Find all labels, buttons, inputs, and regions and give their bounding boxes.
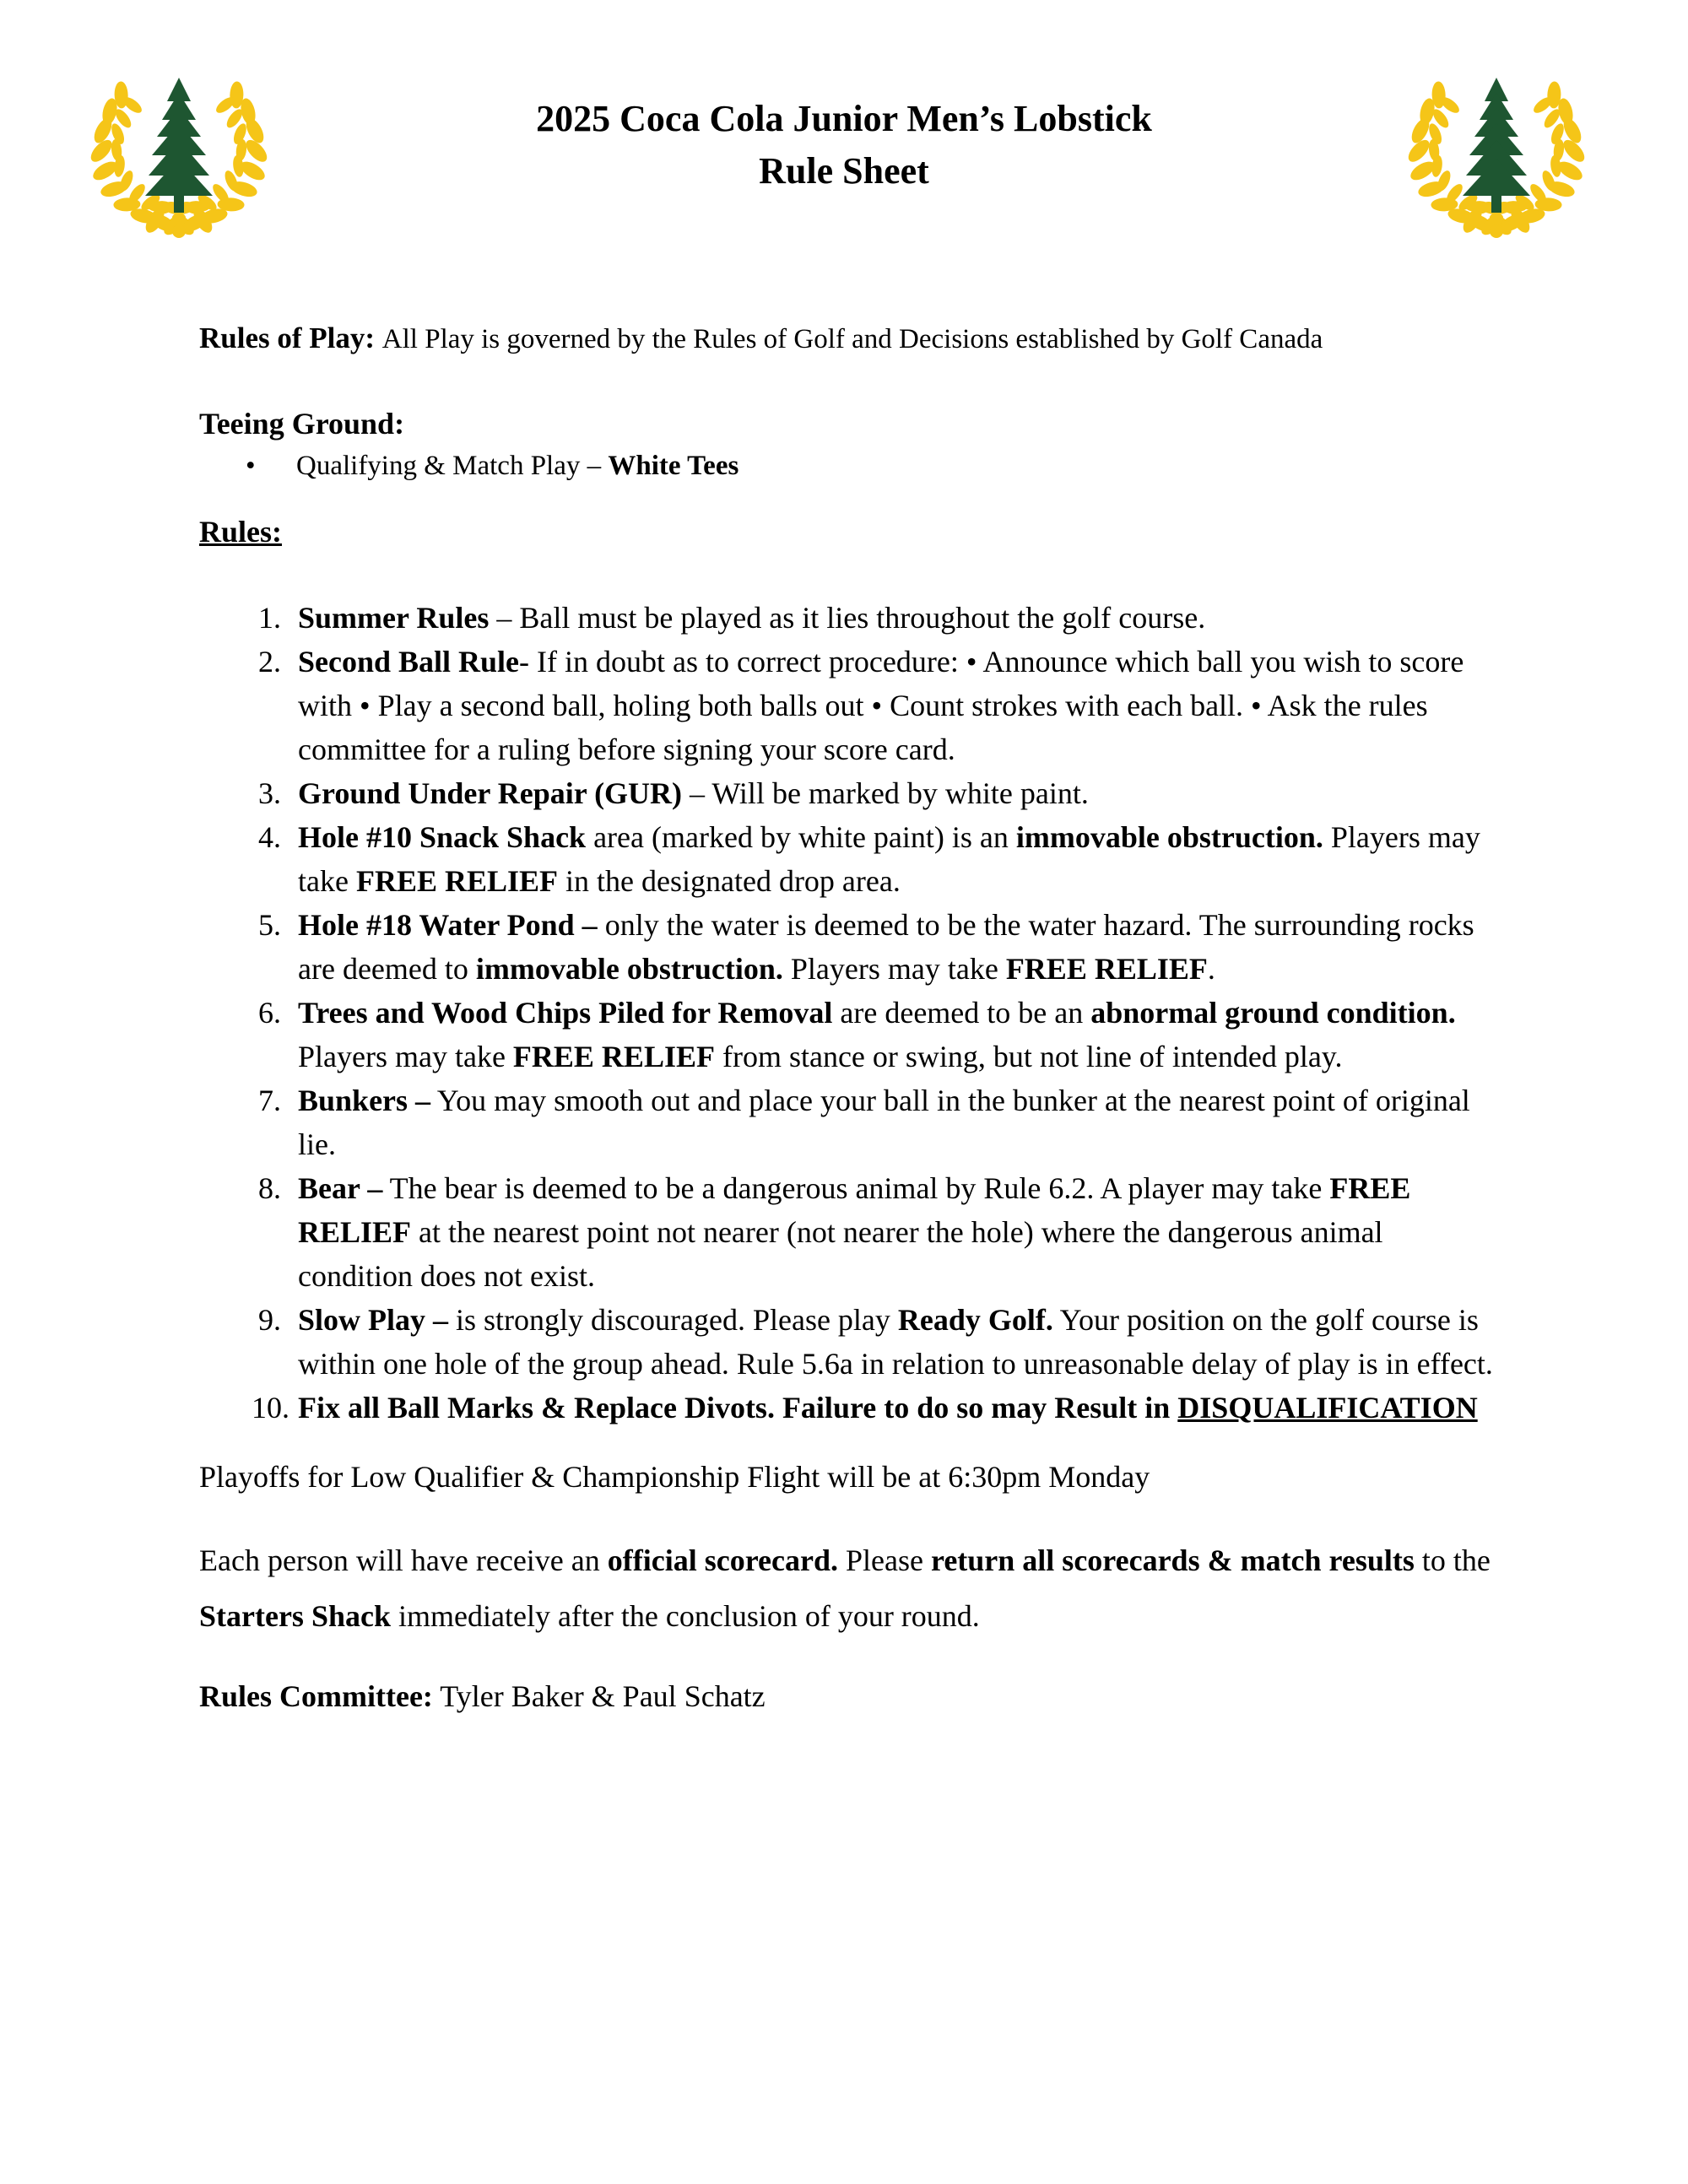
rule-number: 6. — [258, 996, 281, 1030]
rule-text — [298, 1166, 1499, 1298]
rule-number: 9. — [258, 1303, 281, 1337]
plain-text: – Will be marked by white paint. — [682, 776, 1089, 810]
plain-text: immediately after the conclusion of your round. — [391, 1599, 980, 1633]
bold-text: Bunkers – — [298, 1084, 431, 1117]
plain-text: only the water is deemed to be the water hazard. The surrounding rocks are deemed to — [298, 908, 1474, 986]
bold-text: Slow Play – — [298, 1303, 449, 1337]
bullet-text-bold: White Tees — [608, 451, 739, 481]
plain-text: Please — [838, 1543, 931, 1577]
rule-number: 7. — [258, 1084, 281, 1117]
bold-text: immovable obstruction. — [1015, 820, 1323, 854]
bold-text: abnormal ground condition. — [1090, 996, 1456, 1030]
bold-text: FREE RELIEF — [355, 864, 559, 898]
bold-text: Ground Under Repair (GUR) — [298, 776, 683, 810]
rule-number: 5. — [258, 908, 281, 942]
plain-text: . — [1207, 952, 1215, 986]
rules-committee-label: Rules Committee: — [199, 1679, 433, 1713]
bold-text: Starters Shack — [199, 1599, 391, 1633]
bold-text: Second Ball Rule — [298, 645, 520, 678]
title-line-1: 2025 Coca Cola Junior Men’s Lobstick — [536, 98, 1152, 139]
rules-of-play-label: Rules of Play: — [199, 322, 376, 354]
rule-item — [199, 596, 1499, 640]
rule-item — [199, 991, 1499, 1078]
rules-list — [199, 596, 1499, 1430]
plain-text: – Ball must be played as it lies throughout the golf course. — [489, 601, 1206, 635]
plain-text: - If in doubt as to correct procedure: • Announce which ball you wish to score with • Play a second ball, holing both balls out • Count strokes with each ball. • Ask the rules committee for a ruling before signing your score card. — [298, 645, 1464, 766]
rule-number: 2. — [258, 645, 281, 678]
rule-number: 4. — [258, 820, 281, 854]
rules-committee-names: Tyler Baker & Paul Schatz — [440, 1679, 766, 1713]
rule-text — [298, 1078, 1499, 1166]
plain-text: to the — [1414, 1543, 1491, 1577]
laurel-knot — [172, 224, 186, 238]
bold-text: immovable obstruction. — [475, 952, 783, 986]
plain-text: Players may take — [298, 1040, 513, 1073]
bold-text: Hole #18 Water Pond – — [298, 908, 598, 942]
plain-text: is strongly discouraged. Please play — [448, 1303, 898, 1337]
document-title — [0, 93, 1688, 197]
plain-text: are deemed to be an — [832, 996, 1091, 1030]
plain-text: Players may take — [298, 820, 1480, 898]
bold-underlined-text: DISQUALIFICATION — [1177, 1391, 1478, 1424]
document-body — [199, 316, 1499, 1718]
rules-heading: Rules: — [199, 515, 282, 549]
rule-item — [199, 1166, 1499, 1298]
rule-item — [199, 1078, 1499, 1166]
bullet-icon: • — [246, 451, 256, 481]
rule-number: 3. — [258, 776, 281, 810]
bold-text: Summer Rules — [298, 601, 490, 635]
plain-text: area (marked by white paint) is an — [586, 820, 1016, 854]
bold-text: FREE RELIEF — [512, 1040, 715, 1073]
rule-text — [298, 1386, 1499, 1430]
plain-text: Your position on the golf course is within one hole of the group ahead. Rule 5.6a in relation to unreasonable delay of play is in effect. — [298, 1303, 1493, 1381]
rules-committee — [199, 1674, 1499, 1718]
bold-text: Trees and Wood Chips Piled for Removal — [298, 996, 833, 1030]
plain-text: in the designated drop area. — [558, 864, 901, 898]
plain-text: The bear is deemed to be a dangerous animal by Rule 6.2. A player may take — [382, 1171, 1330, 1205]
rule-item — [199, 1386, 1499, 1430]
rule-item — [199, 903, 1499, 991]
rule-item — [199, 815, 1499, 903]
rule-number: 8. — [258, 1171, 281, 1205]
bold-text: return all scorecards & match results — [930, 1543, 1415, 1577]
teeing-ground-bullet — [199, 446, 1499, 486]
bold-text: FREE RELIEF — [1005, 952, 1208, 986]
rule-text — [298, 815, 1499, 903]
teeing-ground-label: Teeing Ground: — [199, 407, 405, 441]
laurel-knot — [1490, 224, 1503, 238]
bullet-text — [296, 446, 738, 486]
bold-text: Ready Golf. — [897, 1303, 1053, 1337]
bold-text: Hole #10 Snack Shack — [298, 820, 587, 854]
rule-text — [298, 771, 1499, 815]
bold-text: FREE RELIEF — [298, 1171, 1411, 1249]
plain-text: at the nearest point not nearer (not nearer the hole) where the dangerous animal condition does not exist. — [298, 1215, 1383, 1293]
bold-text: Bear – — [298, 1171, 383, 1205]
plain-text: Players may take — [782, 952, 1006, 986]
rule-number: 10. — [252, 1391, 289, 1424]
rule-text — [298, 903, 1499, 991]
bullet-text-plain: Qualifying & Match Play – — [296, 451, 602, 481]
title-line-2: Rule Sheet — [759, 150, 929, 192]
rules-of-play — [199, 316, 1499, 361]
rules-of-play-text: All Play is governed by the Rules of Golf and Decisions established by Golf Canada — [381, 324, 1323, 354]
rule-item — [199, 640, 1499, 771]
plain-text: Each person will have receive an — [199, 1543, 608, 1577]
rule-text — [298, 596, 1499, 640]
scorecard-note — [199, 1533, 1499, 1644]
plain-text: from stance or swing, but not line of intended play. — [714, 1040, 1343, 1073]
playoffs-note: Playoffs for Low Qualifier & Championship Flight will be at 6:30pm Monday — [199, 1460, 1150, 1494]
rule-text — [298, 640, 1499, 771]
bold-text: official scorecard. — [607, 1543, 839, 1577]
rule-number: 1. — [258, 601, 281, 635]
plain-text: You may smooth out and place your ball in the bunker at the nearest point of original lie. — [298, 1084, 1470, 1161]
rule-text — [298, 991, 1499, 1078]
rule-item — [199, 1298, 1499, 1386]
rule-text — [298, 1298, 1499, 1386]
rule-item — [199, 771, 1499, 815]
bold-text: Fix all Ball Marks & Replace Divots. Failure to do so may Result in — [298, 1391, 1178, 1424]
